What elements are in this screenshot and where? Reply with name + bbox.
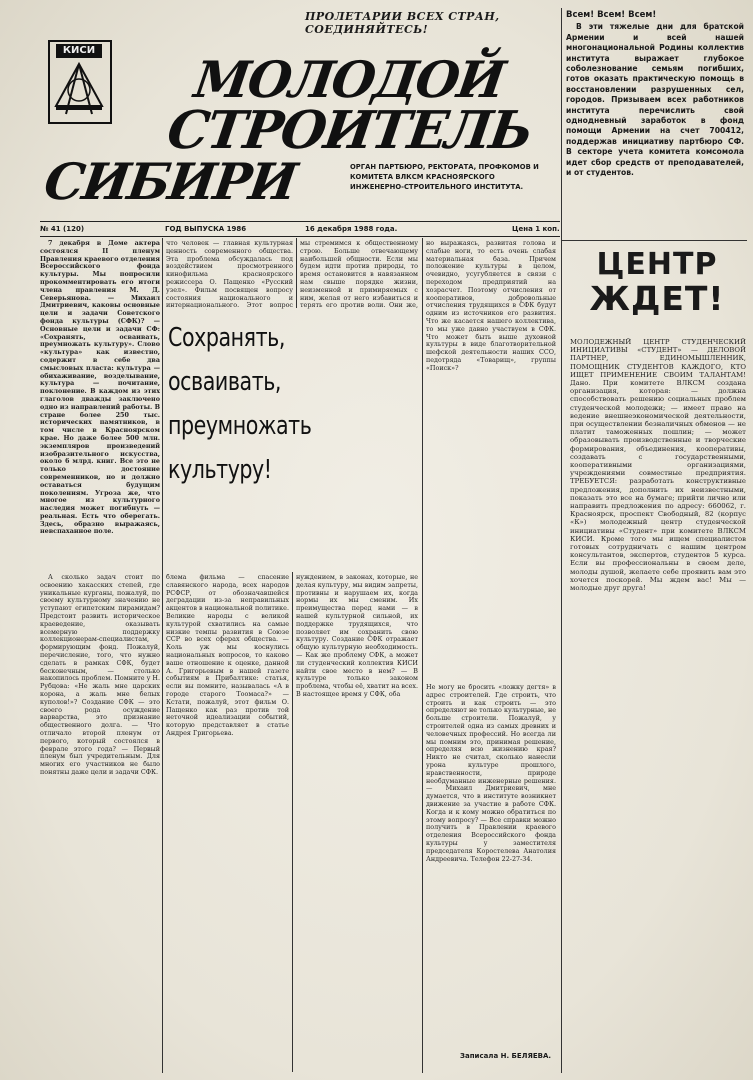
column-divider-1	[162, 238, 163, 1073]
issue-date: 16 декабря 1988 года.	[305, 225, 398, 233]
issue-number: № 41 (120)	[40, 225, 85, 233]
column-divider-2-bottom	[292, 572, 293, 1072]
article-col3-bottom: нуждением, в законах, которые, не делая культуру, мы видим запреты, противны и нарушаем их, когда нормы их мы сменим. Их преимущества перед нами — в нашей культурной сильной, их поддержке трудящихся, что позволяет им сохранить свою культуру. Создание СФК отражает общую культурную необходимость. — Как же проблему СФК, а может ли студенческий коллектив КИСИ найти свое место в нем? — В культуре только законом проблема, чтобы её, хватит на всех. В настоящее время у СФК, оба	[296, 574, 418, 698]
article-col1-bottom	[40, 574, 160, 1070]
masthead-title-line3: СИБИРИ	[40, 152, 299, 211]
masthead-title-line2: СТРОИТЕЛЬ	[163, 100, 536, 161]
appeal-box	[566, 10, 744, 179]
headline-line1: Сохранять,	[168, 323, 285, 353]
headline-line4: культуру!	[168, 455, 272, 485]
article-col4-bottom: Не могу не бросить «ложку дегтя» в адрес строителей. Где строить, что строить и как строить — это определяют не только культурные, не больше строители. Пожалуй, у строителей одна из самых древних и человечных профессий. Но всегда ли мы помним это, принимая решение, определяя всю жизнению края? Никто не считал, сколько нанесли урона культуре прошлого, нравственности, природе необдуманные инженерные решения. — Михаил Дмитриевич, мне думается, что в институте возникнет движение за участие в работе СФК. Когда и к кому можно обратиться по этому вопросу? — Все справки можно получить в Правлении краевого отделения Всероссийского фонда культуры у заместителя председателя Коростелева Анатолия Андреевича. Телефон 22-27-34.	[426, 684, 556, 863]
center-article-text: МОЛОДЕЖНЫЙ ЦЕНТР СТУДЕНЧЕСКИЙ ИНИЦИАТИВЫ «СТУДЕНТ» — ДЕЛОВОЙ ПАРТНЕР, ЕДИНОМЫШЛЕННИК, ПОМОЩНИК СТУДЕНТОВ КАЖДОГО, КТО ИЩЕТ ПРИМЕНЕНИЕ СВОИМ ТАЛАНТАМ! Дано. При комитете ВЛКСМ создана организация, которая: — должна способствовать решению социальных проблем студенческой молодежи; — имеет право на ведение внешнеэкономической деятельности, при осуществлении безналичных обменов — не платит таможенных пошлин; — может образовывать производственные и творческие формирования, объединения, кооперативы, создавать с государственными, кооперативными организациями, учреждениями совместные предприятия. ТРЕБУЕТСЯ: разработать конструктивные предложения, дополнить их неизвестными, показать это все на бумаге; прийти лично или направить предложения по адресу: 660062, г. Красноярск, проспект Свободный, 82 (корпус «К») молодежный центр студенческой инициативы «Студент» при комитете ВЛКСМ КИСИ. Кроме того мы ищем специалистов готовых сотрудничать с нашим центром консультантов, экспертов, студентов 5 курса. Если вы профессиональны в своем деле, молоды душой, желаете себе проявить вам это хочется поскорей. Мы ждем вас! Мы — молодые друг друга!	[570, 338, 746, 593]
column-divider-2-top	[296, 238, 297, 308]
compass-emblem-icon	[52, 60, 106, 118]
right-column-divider	[561, 8, 562, 1073]
headline-line2: осваивать,	[168, 367, 282, 397]
logo-text: КИСИ	[56, 44, 102, 58]
appeal-divider	[562, 240, 747, 241]
issue-year: ГОД ВЫПУСКА 1986	[165, 225, 247, 233]
issue-info-bar	[40, 221, 560, 237]
center-box-headline	[572, 248, 742, 316]
center-box-line2: ЖДЕТ!	[589, 279, 725, 318]
appeal-heading: Всем! Всем! Всем!	[566, 10, 657, 20]
article-col2-bottom: блема фильма — спасение славянского народа, всех народов РСФСР, от обозначавшейся деградации из-за неправильных акцентов в национальной политике. Великие народы с великой культурой схватились на самые низкие темпы развития в Союзе ССР во всех сферах общества. — Коль уж мы коснулись национальных вопросов, то каково ваше отношение к оценке, данной А. Григорьевым в нашей газете событиям в Прибалтике: статья, если вы помните, называлась «А в городе старого Тоомаса?» — Кстати, пожалуй, этот фильм О. Пащенко как раз против той неточной идеализации событий, которую представляет в статье Андрея Григорьева.	[166, 574, 289, 737]
article-col4-top: но выражаясь, развитая голова и слабые ноги, то есть очень слабая материальная база. Причем положение культуры в целом, очевидно, усугубляется в связи с переходом предприятий на хозрасчет. Поэтому отчисления от кооперативов, добровольные отчисления трудящихся в СФК будут одним из источников его развития. Что же касается нашего коллектива, то мы уже давно участвуем в СФК. Что может быть выше духовной культуры в виде благотворительной шефской деятельности наших ССО, педотряда «Товарищ», группы «Поиск»?	[426, 240, 556, 372]
article-col3-top: мы стремимся к общественному строю. Больше отвечающему наибольшей общности. Если мы будем идти против природы, то время остановится в навязанном нам свыше порядке жизни, неизменной и примиряемых с ним, желая от него избавиться и терять его против воли. Они же,	[300, 240, 418, 310]
masthead-title-line1: МОЛОДОЙ	[190, 50, 508, 109]
masthead-motto: ПРОЛЕТАРИИ ВСЕХ СТРАН, СОЕДИНЯЙТЕСЬ!	[305, 10, 500, 36]
masthead-subtitle: ОРГАН ПАРТБЮРО, РЕКТОРАТА, ПРОФКОМОВ И КОМИТЕТА ВЛКСМ КРАСНОЯРСКОГО ИНЖЕНЕРНО-СТРОИТЕЛЬНОГО ИНСТИТУТА.	[350, 163, 539, 191]
article-col2-top: что человек — главная культурная ценность современного общества. Эта проблема обсуждалась под воздействием просмотренного кинофильма красноярского режиссера О. Пащенко «Русский узел». Фильм посвящен вопросу состояния национального и интернационального. Этот вопрос	[166, 240, 293, 310]
headline-line3: преумножать	[168, 411, 312, 441]
article-col1-top-text: 7 декабря в Доме актера состоялся II пленум Правления краевого отделения Всероссийского фонда культуры. Мы попросили прокомментировать его итоги члена правления М. Д. Северьянова. — Михаил Дмитриевич, каковы основные цели и задачи Советского фонда культуры (СФК)? — Основные цели и задачи СФ: «Сохранять, осваивать, преумножать культуру». Слово «культура» как известно, содержит в себе два смысловых пласта: культура — обихаживание, возделывание, культура — почитание, поклонение. В каждом из этих глаголов дважды заключено одно из направлений работы. В стране более 250 тыс. исторических памятников, в том числе в Красноярском крае. Но даже более 500 млн. экземпляров произведений изобразительного искусства, около 6 млрд. книг. Все это не только достояние современников, но и должно оставаться будущим поколениям. Угроза же, что многое из культурного наследия может погибнуть — реальная. Есть что оберегать. Здесь, образно выражаясь, невспаханное поле.	[40, 240, 160, 536]
main-headline	[168, 316, 379, 492]
appeal-text: В эти тяжелые дни для братской Армении и всей нашей многонациональной Родины коллектив института выражает глубокое соболезнование семьям погибших, готов оказать практическую помощь в восстановлении разрушенных сел, городов. Призываем всех работников института перечислить свой однодневный заработок в фонд помощи Армении на счет 700412, поддержав инициативу партбюро СФ. В секторе учета комитета комсомола идет сбор средств от преподавателей, и от студентов.	[566, 22, 744, 178]
issue-price: Цена 1 коп.	[512, 225, 560, 233]
article-col1-bottom-text: А сколько задач стоит по освоению хакасских степей, где уникальные курганы, пожалуй, по своему культурному значению не уступают египетским пирамидам? Предстоит развить историческое краеведение, оказывать всемерную поддержку коллекционерам-специалистам, формирующим фонд. Пожалуй, перечисление, того, что нужно сделать в рамках СФК, будет бесконечным, — столько накопилось проблем. Помните у Н. Рубцова: «Не жаль мне царских корона, а жаль мне белых куполов!»? Создание СФК — это своего рода осуждение варварства, это признание общественного долга. — Что отличало второй пленум от первого, который состоялся в феврале этого года? — Первый пленум был учредительным. Для многих его участников не было понятны даже цели и задачи СФК.	[40, 574, 160, 776]
kisi-logo	[48, 40, 112, 124]
column-divider-4	[422, 238, 423, 1073]
article-signature: Записала Н. БЕЛЯЕВА.	[460, 1052, 552, 1060]
article-col1-top	[40, 240, 160, 570]
center-box-line1: ЦЕНТР	[596, 247, 718, 282]
